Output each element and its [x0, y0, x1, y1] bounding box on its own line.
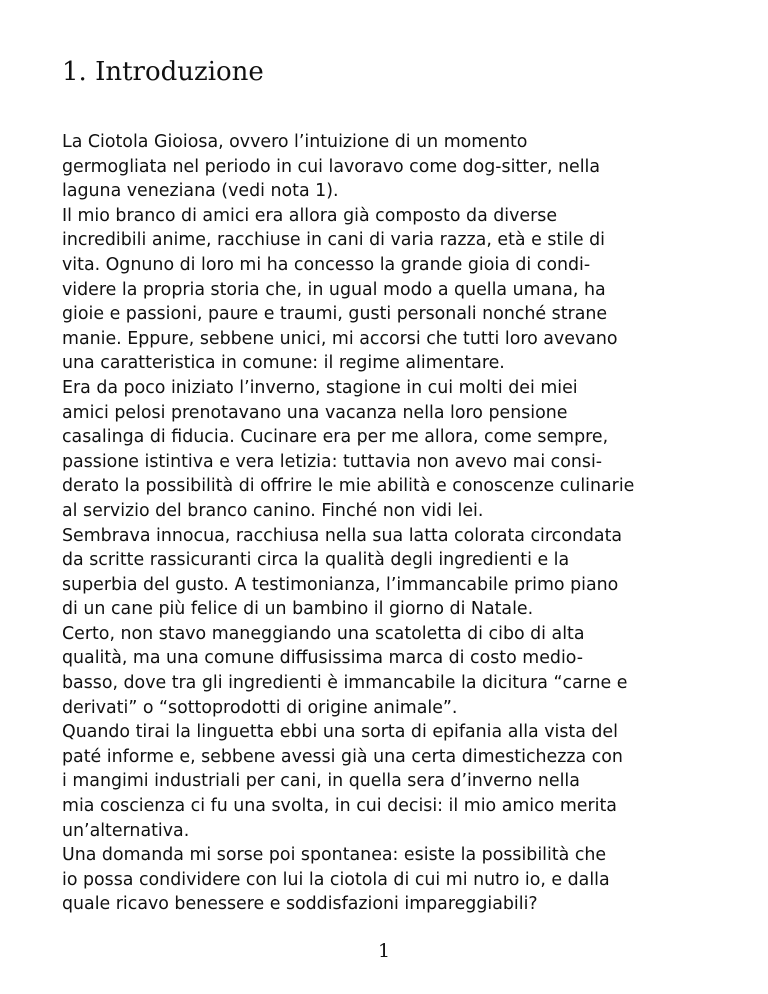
text-line: derato la possibilità di offrire le mie abilità e conoscenze culinarie — [62, 476, 635, 497]
text-line: i mangimi industriali per cani, in quella sera d’inverno nella — [62, 771, 580, 792]
chapter-title: 1. Introduzione — [62, 57, 264, 87]
text-line: passione istintiva e vera letizia: tuttavia non avevo mai consi- — [62, 451, 603, 472]
text-line: io possa condividere con lui la ciotola di cui mi nutro io, e dalla — [62, 869, 610, 890]
text-line: paté informe e, sebbene avessi già una certa dimestichezza con — [62, 746, 623, 767]
text-line: Il mio branco di amici era allora già composto da diverse — [62, 205, 558, 226]
text-line: derivati” o “sottoprodotti di origine animale”. — [62, 697, 458, 718]
text-line: gioie e passioni, paure e traumi, gusti personali nonché strane — [62, 304, 608, 325]
text-line: vita. Ognuno di loro mi ha concesso la grande gioia di condi- — [62, 254, 591, 275]
text-line: quale ricavo benessere e soddisfazioni impareggiabili? — [62, 894, 538, 915]
text-line: videre la propria storia che, in ugual modo a quella umana, ha — [62, 279, 606, 300]
text-line: basso, dove tra gli ingredienti è immancabile la dicitura “carne e — [62, 673, 628, 694]
text-line: Era da poco iniziato l’inverno, stagione in cui molti dei miei — [62, 377, 578, 398]
text-line: Una domanda mi sorse poi spontanea: esiste la possibilità che — [62, 845, 607, 866]
page-number: 1 — [377, 940, 391, 962]
body-paragraph — [62, 130, 722, 917]
text-line: casalinga di fiducia. Cucinare era per me allora, come sempre, — [62, 427, 609, 448]
text-line: laguna veneziana (vedi nota 1). — [62, 181, 339, 202]
text-line: Quando tirai la linguetta ebbi una sorta di epifania alla vista del — [62, 722, 618, 743]
text-line: da scritte rassicuranti circa la qualità degli ingredienti e la — [62, 550, 570, 571]
text-line: di un cane più felice di un bambino il giorno di Natale. — [62, 599, 534, 620]
text-line: germogliata nel periodo in cui lavoravo come dog-sitter, nella — [62, 156, 601, 177]
text-line: un’alternativa. — [62, 820, 190, 841]
text-line: amici pelosi prenotavano una vacanza nella loro pensione — [62, 402, 568, 423]
text-line: manie. Eppure, sebbene unici, mi accorsi che tutti loro avevano — [62, 328, 618, 349]
text-line: La Ciotola Gioiosa, ovvero l’intuizione di un momento — [62, 132, 528, 152]
text-line: Sembrava innocua, racchiusa nella sua latta colorata circondata — [62, 525, 623, 546]
text-line: al servizio del branco canino. Finché non vidi lei. — [62, 500, 484, 521]
text-line: incredibili anime, racchiuse in cani di varia razza, età e stile di — [62, 230, 605, 251]
text-line: qualità, ma una comune diffusissima marca di costo medio- — [62, 648, 584, 669]
text-line: mia coscienza ci fu una svolta, in cui decisi: il mio amico merita — [62, 796, 617, 817]
text-line: una caratteristica in comune: il regime alimentare. — [62, 353, 505, 374]
text-line: Certo, non stavo maneggiando una scatoletta di cibo di alta — [62, 623, 585, 644]
text-line: superbia del gusto. A testimonianza, l’immancabile primo piano — [62, 574, 619, 595]
